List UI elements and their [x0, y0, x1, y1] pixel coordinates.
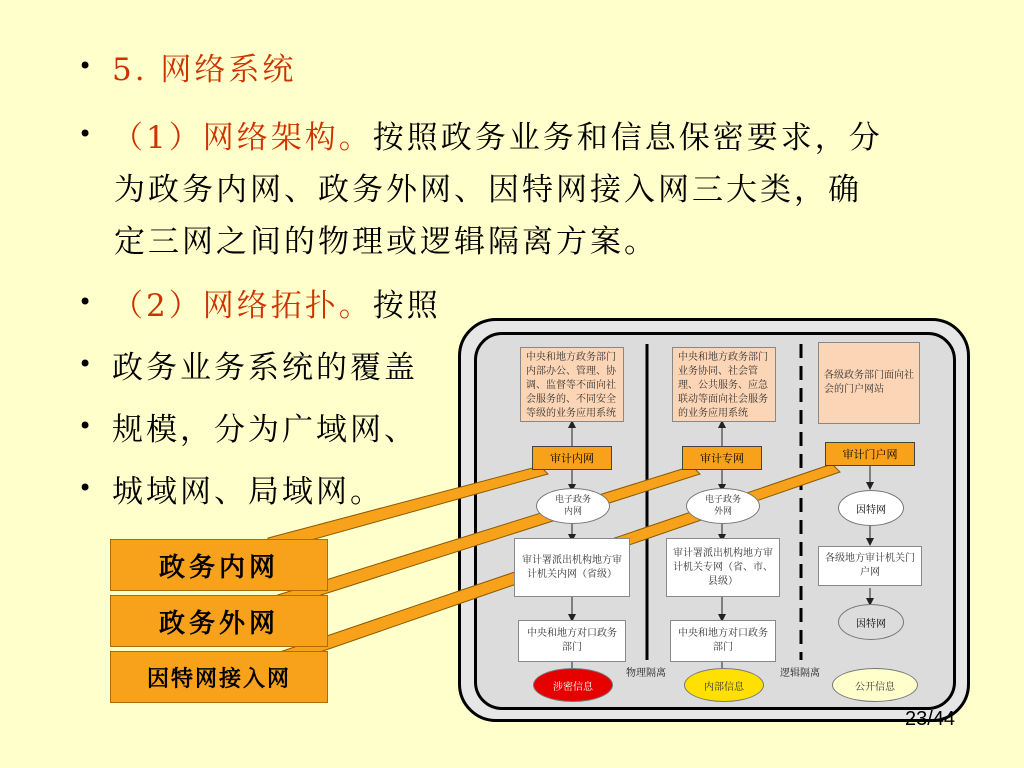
- page-number: 23/44: [905, 708, 956, 730]
- bullet-dot: •: [78, 52, 93, 80]
- central-local-dept-box-2: [670, 620, 776, 662]
- bullet-dot: •: [78, 288, 93, 316]
- portal-sites-text: 各级政务部门面向社会的门户网站: [824, 370, 914, 395]
- callout-gov-extranet-label: 政务外网: [158, 608, 279, 639]
- bullet-text: 按照政务业务和信息保密要求，分: [372, 120, 883, 156]
- bullet-text: 规模，分为广域网、: [112, 412, 418, 448]
- classified-info-label: 涉密信息: [553, 681, 593, 693]
- e-gov-intranet-cloud: [536, 488, 610, 524]
- local-audit-private-network-text: 审计署派出机构地方审计机关专网（省、市、县级）: [673, 547, 773, 587]
- internet-cloud-2: [838, 604, 904, 640]
- continuation-text: 为政务内网、政务外网、因特网接入网三大类，确: [114, 172, 862, 208]
- section-title-text: 5. 网络系统: [112, 52, 297, 88]
- callout-gov-intranet-label: 政务内网: [158, 552, 279, 583]
- callout-internet-access-label: 因特网接入网: [146, 665, 291, 692]
- bullet-dot: •: [78, 350, 93, 378]
- external-apps-text: 中央和地方政务部门业务协同、社会管理、公共服务、应急联动等面向社会服务的业务应用系统: [678, 352, 768, 419]
- internet-cloud-1: [838, 490, 904, 526]
- logical-isolation-label: 逻辑隔离: [780, 668, 820, 679]
- bullet-dot: •: [78, 474, 93, 502]
- e-gov-intranet-label: 电子政务内网: [554, 495, 591, 517]
- central-local-dept-text-1: 中央和地方对口政务部门: [527, 628, 617, 653]
- internal-apps-text: 中央和地方政务部门内部办公、管理、协调、监督等不面向社会服务的、不同安全等级的业务应用系统: [526, 352, 616, 419]
- bullet-dot: •: [78, 120, 93, 148]
- audit-portal-label: 审计门户网: [842, 448, 898, 461]
- audit-private-network-box: [682, 446, 762, 470]
- audit-private-network-label: 审计专网: [700, 452, 744, 465]
- continuation-text: 定三网之间的物理或逻辑隔离方案。: [114, 224, 658, 260]
- bullet-dot: •: [78, 412, 93, 440]
- central-local-dept-box-1: [518, 620, 626, 662]
- local-audit-portal-box: [818, 546, 922, 586]
- local-audit-portal-text: 各级地方审计机关门户网: [825, 553, 915, 578]
- internal-info-badge: [684, 668, 764, 702]
- local-audit-intranet-text: 审计署派出机构地方审计机关内网（省级）: [522, 554, 622, 580]
- internet-cloud-1-label: 因特网: [856, 504, 886, 516]
- internet-cloud-2-label: 因特网: [856, 618, 886, 630]
- audit-portal-box: [825, 442, 915, 466]
- public-info-label: 公开信息: [855, 681, 895, 693]
- bullet-text: 政务业务系统的覆盖: [112, 350, 418, 386]
- heading-network-architecture: （1）网络架构。: [112, 120, 373, 156]
- central-local-dept-text-2: 中央和地方对口政务部门: [678, 628, 768, 653]
- local-audit-private-network-box: [666, 538, 780, 597]
- audit-intranet-box: [532, 446, 612, 470]
- callout-gov-intranet: [110, 539, 328, 591]
- physical-isolation-label: 物理隔离: [626, 668, 666, 679]
- heading-network-topology: （2）网络拓扑。: [112, 288, 373, 324]
- e-gov-extranet-cloud: [686, 488, 760, 524]
- audit-intranet-label: 审计内网: [550, 452, 594, 465]
- callout-internet-access: [110, 651, 328, 703]
- internal-info-label: 内部信息: [704, 681, 744, 693]
- local-audit-intranet-box: [514, 538, 630, 597]
- e-gov-extranet-label: 电子政务外网: [704, 495, 741, 517]
- bullet-text: 城域网、局域网。: [112, 474, 384, 510]
- classified-info-badge: [533, 668, 613, 702]
- internal-apps-box: [520, 347, 624, 422]
- callout-gov-extranet: [110, 595, 328, 647]
- external-apps-box: [672, 347, 776, 422]
- public-info-badge: [832, 668, 918, 702]
- bullet-text: 按照: [372, 288, 441, 324]
- portal-sites-box: [818, 342, 920, 424]
